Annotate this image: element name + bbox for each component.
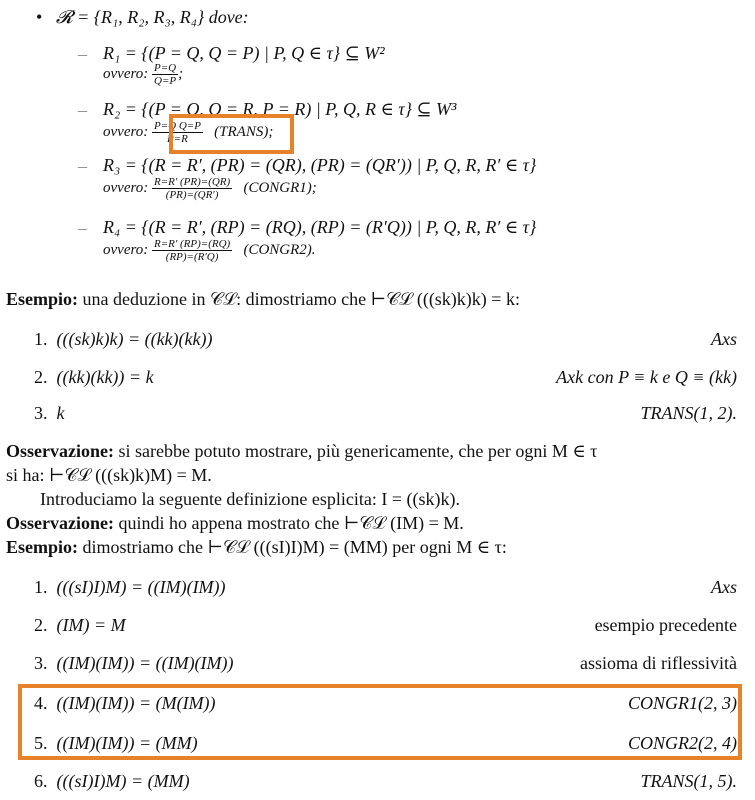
obs1-line2: si ha: ⊢𝒞ℒ (((sk)k)M) = M. xyxy=(6,465,212,485)
rules-header xyxy=(36,6,249,28)
rules-set: 𝓡 = {R₁, R₂, R₃, R₄} xyxy=(55,7,205,27)
dash-icon: – xyxy=(78,156,87,176)
example2-step-6-just: TRANS(1, 5). xyxy=(640,771,737,791)
example1-step-1: 1. (((sk)k)k) = ((kk)(kk)) xyxy=(34,329,213,349)
obs2-line: Osservazione: quindi ho appena mostrato che ⊢𝒞ℒ (IM) = M. xyxy=(6,513,464,533)
definition-line: Introduciamo la seguente definizione esplicita: I = ((sk)k). xyxy=(40,489,461,509)
example2-step-2-just: esempio precedente xyxy=(594,615,737,635)
dash-icon: – xyxy=(78,44,87,64)
example2-step-5-just: CONGR2(2, 4) xyxy=(628,733,737,753)
rule-r2-def: R₂ = {(P = Q, Q = R, P = R) | P, Q, R ∈ τ} ⊆ W³ xyxy=(103,99,457,119)
obs1-line1: Osservazione: si sarebbe potuto mostrare, più genericamente, che per ogni M ∈ τ xyxy=(6,441,598,461)
bullet-icon: • xyxy=(36,7,43,27)
example1-heading: Esempio: una deduzione in 𝒞ℒ: dimostriamo che ⊢𝒞ℒ (((sk)k)k) = k: xyxy=(6,289,520,309)
rule-r4-ovvero: ovvero: $\frac{R=R' (RP)=(RQ)}{(RP)=(R'Q)}$ (CONGR2). xyxy=(103,238,316,263)
rule-r3-def: R₃ = {(R = R′, (PR) = (QR), (PR) = (QR′)) | P, Q, R, R′ ∈ τ} xyxy=(103,155,537,175)
rule-r4-fraction: $\frac{R=R' (RP)=(RQ)}{(RP)=(R'Q)}$ xyxy=(154,238,231,263)
rule-r1-ovvero: ovvero: $\frac{P=Q}{Q=P}$ ; xyxy=(103,62,184,87)
rule-r3-fraction: $\frac{R=R' (PR)=(QR)}{(PR)=(QR')}$ xyxy=(154,176,231,201)
example2-step-4: 4. ((IM)(IM)) = (M(IM)) xyxy=(34,693,216,713)
dash-icon: – xyxy=(78,218,87,238)
example1-step-3-just: TRANS(1, 2). xyxy=(640,403,737,423)
example2-step-6: 6. (((sI)I)M) = (MM) xyxy=(34,771,190,791)
example2-step-1-just: Axs xyxy=(711,577,737,597)
example1-step-1-just: Axs xyxy=(711,329,737,349)
rule-r2-ovvero: ovvero: $\frac{\text{P=Q Q=P}}{P=R}$ (TRANS); xyxy=(103,120,274,145)
example2-step-1: 1. (((sI)I)M) = ((IM)(IM)) xyxy=(34,577,226,597)
rule-r1-fraction: $\frac{P=Q}{Q=P}$ xyxy=(154,62,177,87)
rule-r3-ovvero: ovvero: $\frac{R=R' (PR)=(QR)}{(PR)=(QR')}$ (CONGR1); xyxy=(103,176,317,201)
dash-icon: – xyxy=(78,100,87,120)
example2-step-2: 2. (IM) = M xyxy=(34,615,126,635)
rules-header-tail: dove: xyxy=(208,7,249,27)
example1-step-3: 3. k xyxy=(34,403,65,423)
highlight-box-trans xyxy=(169,114,294,154)
example2-step-5: 5. ((IM)(IM)) = (MM) xyxy=(34,733,198,753)
rule-r4-def: R₄ = {(R = R′, (RP) = (RQ), (RP) = (R′Q)) | P, Q, R, R′ ∈ τ} xyxy=(103,217,537,237)
example1-step-2: 2. ((kk)(kk)) = k xyxy=(34,367,154,387)
example2-heading: Esempio: dimostriamo che ⊢𝒞ℒ (((sI)I)M) = (MM) per ogni M ∈ τ: xyxy=(6,537,507,557)
example2-step-4-just: CONGR1(2, 3) xyxy=(628,693,737,713)
example2-step-3-just: assioma di riflessività xyxy=(580,653,737,673)
rule-r1-def: R₁ = {(P = Q, Q = P) | P, Q ∈ τ} ⊆ W² xyxy=(103,43,385,63)
example2-step-3: 3. ((IM)(IM)) = ((IM)(IM)) xyxy=(34,653,234,673)
example1-step-2-just: Axk con P ≡ k e Q ≡ (kk) xyxy=(556,367,737,387)
rule-r2-fraction: $\frac{\text{P=Q Q=P}}{P=R}$ xyxy=(154,120,201,145)
